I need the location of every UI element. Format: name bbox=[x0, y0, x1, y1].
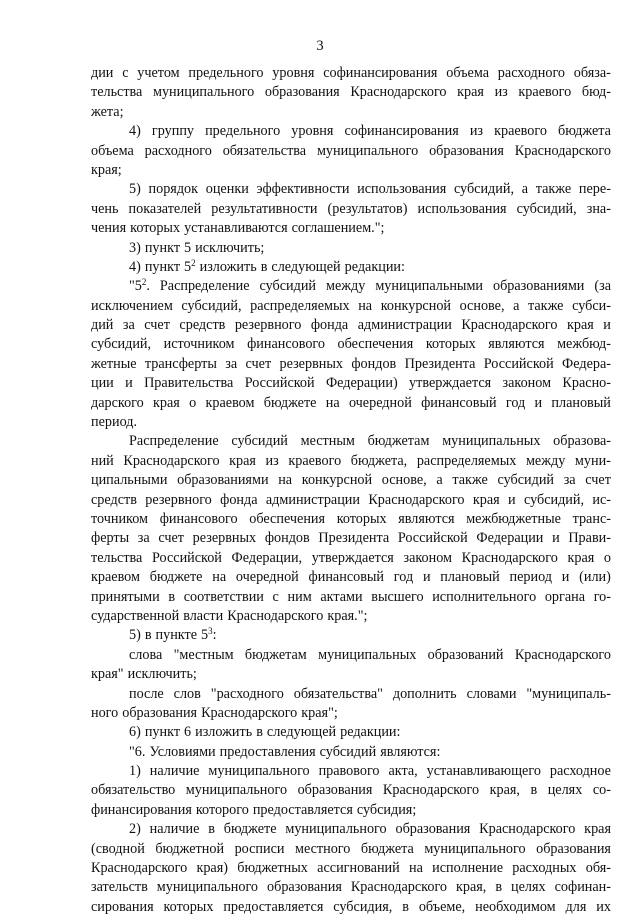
text-line: финансирования которого предоставляется субсидия; bbox=[91, 801, 417, 818]
text-line: жета; bbox=[91, 103, 124, 120]
text-line: ции и Правительства Российской Федерации) утверждается законом Красно- bbox=[91, 375, 611, 392]
text-line: 5) в пункте $5^3$: bbox=[129, 626, 217, 644]
text-line: обязательство муниципального образования Краснодарского края, в целях со- bbox=[91, 782, 611, 799]
text-line: 2) наличие в бюджете муниципального образования Краснодарского края bbox=[129, 821, 611, 838]
text-line: период. bbox=[91, 414, 138, 431]
text-line: "6. Условиями предоставления субсидий являются: bbox=[129, 743, 441, 760]
document-body bbox=[91, 64, 611, 917]
text-line: сударственной власти Краснодарского края."; bbox=[91, 607, 368, 624]
text-line: зательств муниципального образования Краснодарского края, в целях софинан- bbox=[91, 879, 611, 896]
text-line: 1) наличие муниципального правового акта, устанавливающего расходное bbox=[129, 763, 611, 780]
text-line: точником финансового обеспечения которых являются межбюджетные транс- bbox=[91, 510, 611, 527]
text-line: ний Краснодарского края из краевого бюджета, распределяемых между муни- bbox=[91, 452, 611, 469]
text-line: субсидий, источником финансового обеспечения которых являются межбюд- bbox=[91, 336, 611, 353]
text-line: краевом бюджете на очередной финансовый год и плановый период и (или) bbox=[91, 569, 611, 586]
text-line: дий за счет средств резервного фонда администрации Краснодарского края и bbox=[91, 317, 611, 334]
text-line: Распределение субсидий местным бюджетам муниципальных образова- bbox=[129, 433, 611, 450]
text-line: слова "местным бюджетам муниципальных образований Краснодарского bbox=[129, 646, 611, 663]
text-line: 5) порядок оценки эффективности использования субсидий, а также пере- bbox=[129, 181, 611, 198]
text-line: сирования которых предоставляется субсидия, в объеме, необходимом для их bbox=[91, 898, 611, 915]
text-line: 4) пункт $5^2$ изложить в следующей редакции: bbox=[129, 257, 405, 275]
text-line: принятыми в соответствии с ним актами высшего исполнительного органа го- bbox=[91, 588, 611, 605]
text-line: объема расходного обязательства муниципального образования Краснодарского bbox=[91, 142, 611, 159]
text-line: исключением субсидий, распределяемых на конкурсной основе, а также субси- bbox=[91, 297, 611, 314]
text-line: края; bbox=[91, 161, 122, 178]
text-line: ципальными образованиями на конкурсной основе, а также субсидий за счет bbox=[91, 472, 611, 489]
text-line: жетные трансферты за счет резервных фондов Президента Российской Федера- bbox=[91, 355, 611, 372]
text-line: 6) пункт 6 изложить в следующей редакции: bbox=[129, 724, 401, 741]
text-line: края" исключить; bbox=[91, 666, 197, 683]
text-line: чения которых устанавливаются соглашением."; bbox=[91, 220, 385, 237]
text-line: ного образования Краснодарского края"; bbox=[91, 704, 338, 721]
text-line: тельства муниципального образования Краснодарского края из краевого бюд- bbox=[91, 84, 611, 101]
text-line: "$5^2$. Распределение субсидий между муниципальными образованиями (за bbox=[129, 277, 611, 295]
text-line: Краснодарского края) бюджетных ассигнований на исполнение расходных обя- bbox=[91, 860, 611, 877]
text-line: (сводной бюджетной росписи местного бюджета муниципального образования bbox=[91, 840, 611, 857]
text-line: 3) пункт 5 исключить; bbox=[129, 239, 265, 256]
text-line: 4) группу предельного уровня софинансирования из краевого бюджета bbox=[129, 123, 611, 140]
text-line: средств резервного фонда администрации Краснодарского края и субсидий, ис- bbox=[91, 491, 611, 508]
text-line: дии с учетом предельного уровня софинансирования объема расходного обяза- bbox=[91, 65, 611, 81]
page-number: 3 bbox=[316, 38, 324, 54]
text-line: ферты за счет резервных фондов Президента Российской Федерации и Прави- bbox=[91, 530, 611, 547]
text-line: после слов "расходного обязательства" дополнить словами "муниципаль- bbox=[129, 685, 611, 702]
text-line: чень показателей результативности (результатов) использования субсидий, зна- bbox=[91, 200, 611, 217]
text-line: дарского края о краевом бюджете на очередной финансовый год и плановый bbox=[91, 394, 611, 411]
text-line: тельства Российской Федерации, утверждается законом Краснодарского края о bbox=[91, 549, 611, 566]
